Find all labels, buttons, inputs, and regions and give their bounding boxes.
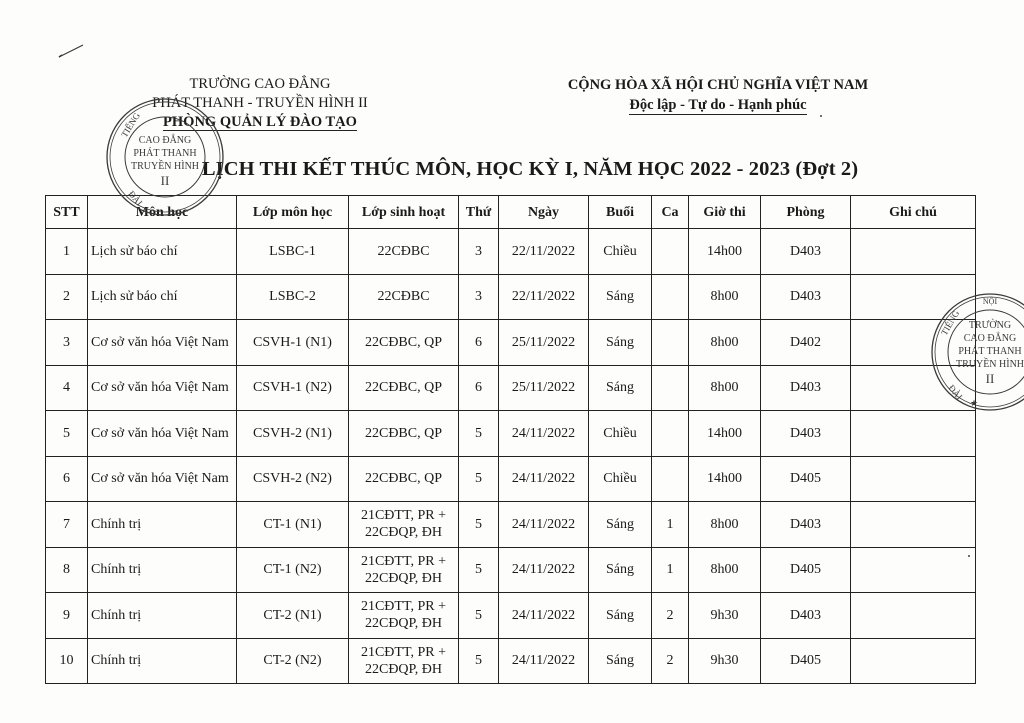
cell-home-class-line: 21CĐTT, PR + xyxy=(360,553,447,569)
table-row xyxy=(46,365,976,411)
cell-time: 14h00 xyxy=(689,456,761,502)
cell-home-class: 22CĐBC, QP xyxy=(349,411,459,457)
svg-text:CAO ĐẲNG: CAO ĐẲNG xyxy=(138,135,192,146)
cell-weekday: 5 xyxy=(459,547,499,593)
column-header-session: Buổi xyxy=(589,196,652,229)
column-header-room: Phòng xyxy=(761,196,851,229)
cell-home-class-line: 21CĐTT, PR + xyxy=(360,599,447,615)
cell-subject: Lịch sử báo chí xyxy=(88,274,237,320)
cell-room: D403 xyxy=(761,365,851,411)
cell-stt: 9 xyxy=(46,593,88,639)
cell-stt: 10 xyxy=(46,638,88,684)
cell-room: D403 xyxy=(761,593,851,639)
cell-date: 24/11/2022 xyxy=(499,547,589,593)
cell-home-class: 22CĐBC xyxy=(349,274,459,320)
table-row xyxy=(46,274,976,320)
cell-home-class: 22CĐBC, QP xyxy=(349,365,459,411)
cell-home-class: 22CĐBC, QP xyxy=(349,456,459,502)
cell-date: 25/11/2022 xyxy=(499,320,589,366)
cell-home-class: 22CĐBC, QP xyxy=(349,320,459,366)
cell-weekday: 6 xyxy=(459,320,499,366)
cell-stt: 4 xyxy=(46,365,88,411)
cell-home-class: 22CĐBC xyxy=(349,229,459,275)
cell-shift xyxy=(652,365,689,411)
cell-stt: 8 xyxy=(46,547,88,593)
cell-subject: Cơ sở văn hóa Việt Nam xyxy=(88,456,237,502)
cell-shift: 1 xyxy=(652,547,689,593)
cell-subject: Cơ sở văn hóa Việt Nam xyxy=(88,320,237,366)
exam-schedule-table xyxy=(45,195,979,684)
cell-home-class-line: 22CĐQP, ĐH xyxy=(364,616,442,632)
column-header-subject: Môn học xyxy=(88,196,237,229)
cell-course-class: CT-2 (N1) xyxy=(237,593,349,639)
table-row xyxy=(46,320,976,366)
cell-stt: 2 xyxy=(46,274,88,320)
cell-shift: 2 xyxy=(652,638,689,684)
cell-session: Chiều xyxy=(589,456,652,502)
cell-note xyxy=(851,274,976,320)
cell-home-class-line: 21CĐTT, PR + xyxy=(360,508,447,524)
cell-time: 9h30 xyxy=(689,638,761,684)
cell-time: 14h00 xyxy=(689,411,761,457)
cell-note xyxy=(851,638,976,684)
cell-date: 24/11/2022 xyxy=(499,638,589,684)
column-header-home-class: Lớp sinh hoạt xyxy=(349,196,459,229)
cell-session: Sáng xyxy=(589,320,652,366)
cell-course-class: CT-1 (N2) xyxy=(237,547,349,593)
cell-weekday: 3 xyxy=(459,229,499,275)
cell-subject: Cơ sở văn hóa Việt Nam xyxy=(88,365,237,411)
cell-subject: Chính trị xyxy=(88,593,237,639)
cell-session: Sáng xyxy=(589,365,652,411)
column-header-stt: STT xyxy=(46,196,88,229)
column-header-shift: Ca xyxy=(652,196,689,229)
cell-room: D403 xyxy=(761,229,851,275)
cell-stt: 1 xyxy=(46,229,88,275)
cell-home-class xyxy=(349,593,459,639)
cell-shift xyxy=(652,320,689,366)
cell-note xyxy=(851,593,976,639)
svg-text:TRUYỀN HÌNH: TRUYỀN HÌNH xyxy=(955,359,1024,370)
svg-text:PHÁT THANH: PHÁT THANH xyxy=(133,148,197,159)
cell-course-class: CT-1 (N1) xyxy=(237,502,349,548)
department-name-text: PHÒNG QUẢN LÝ ĐÀO TẠO xyxy=(163,114,357,130)
cell-subject: Cơ sở văn hóa Việt Nam xyxy=(88,411,237,457)
speck-mark xyxy=(820,115,822,117)
table-row xyxy=(46,411,976,457)
cell-shift xyxy=(652,229,689,275)
cell-subject: Lịch sử báo chí xyxy=(88,229,237,275)
svg-text:TIẾNG: TIẾNG xyxy=(939,308,962,337)
school-name-line1: TRƯỜNG CAO ĐẲNG xyxy=(189,76,331,92)
column-header-note: Ghi chú xyxy=(851,196,976,229)
cell-home-class xyxy=(349,502,459,548)
cell-stt: 3 xyxy=(46,320,88,366)
cell-date: 24/11/2022 xyxy=(499,502,589,548)
cell-weekday: 5 xyxy=(459,456,499,502)
cell-home-class xyxy=(349,638,459,684)
department-name xyxy=(130,113,390,132)
school-header xyxy=(130,75,390,132)
national-header xyxy=(548,75,888,115)
table-row xyxy=(46,638,976,684)
svg-text:★: ★ xyxy=(969,399,979,409)
svg-text:ĐÀI: ĐÀI xyxy=(946,382,965,402)
cell-stt: 7 xyxy=(46,502,88,548)
cell-weekday: 5 xyxy=(459,411,499,457)
cell-note xyxy=(851,229,976,275)
cell-subject: Chính trị xyxy=(88,547,237,593)
cell-time: 8h00 xyxy=(689,365,761,411)
svg-text:ĐÀI: ĐÀI xyxy=(126,188,145,208)
cell-weekday: 5 xyxy=(459,593,499,639)
cell-subject: Chính trị xyxy=(88,502,237,548)
svg-text:II: II xyxy=(160,173,170,188)
cell-session: Chiều xyxy=(589,229,652,275)
cell-session: Sáng xyxy=(589,638,652,684)
svg-text:II: II xyxy=(985,371,995,386)
cell-time: 8h00 xyxy=(689,274,761,320)
cell-shift xyxy=(652,456,689,502)
cell-stt: 6 xyxy=(46,456,88,502)
cell-date: 24/11/2022 xyxy=(499,593,589,639)
cell-course-class: LSBC-1 xyxy=(237,229,349,275)
cell-time: 14h00 xyxy=(689,229,761,275)
svg-text:NỘI: NỘI xyxy=(982,297,998,306)
cell-note xyxy=(851,320,976,366)
column-header-time: Giờ thi xyxy=(689,196,761,229)
cell-date: 22/11/2022 xyxy=(499,274,589,320)
table-row xyxy=(46,229,976,275)
cell-time: 8h00 xyxy=(689,502,761,548)
cell-course-class: CT-2 (N2) xyxy=(237,638,349,684)
document-title: LỊCH THI KẾT THÚC MÔN, HỌC KỲ I, NĂM HỌC 2022 - 2023 (Đợt 2) xyxy=(201,158,859,180)
school-name-line2: PHÁT THANH - TRUYỀN HÌNH II xyxy=(152,95,368,111)
cell-course-class: CSVH-2 (N2) xyxy=(237,456,349,502)
svg-text:TIẾNG: TIẾNG xyxy=(119,110,143,140)
country-name: CỘNG HÒA XÃ HỘI CHỦ NGHĨA VIỆT NAM xyxy=(567,77,869,93)
cell-stt: 5 xyxy=(46,411,88,457)
table-header-row xyxy=(46,196,976,229)
column-header-weekday: Thứ xyxy=(459,196,499,229)
cell-weekday: 3 xyxy=(459,274,499,320)
cell-time: 9h30 xyxy=(689,593,761,639)
cell-time: 8h00 xyxy=(689,320,761,366)
cell-subject: Chính trị xyxy=(88,638,237,684)
cell-course-class: CSVH-2 (N1) xyxy=(237,411,349,457)
table-row xyxy=(46,502,976,548)
column-header-course-class: Lớp môn học xyxy=(237,196,349,229)
cell-date: 24/11/2022 xyxy=(499,411,589,457)
cell-session: Sáng xyxy=(589,547,652,593)
cell-course-class: CSVH-1 (N2) xyxy=(237,365,349,411)
cell-room: D405 xyxy=(761,638,851,684)
cell-note xyxy=(851,365,979,411)
svg-text:CAO ĐẲNG: CAO ĐẲNG xyxy=(963,333,1017,344)
cell-course-class: LSBC-2 xyxy=(237,274,349,320)
cell-room: D403 xyxy=(761,502,851,548)
cell-time: 8h00 xyxy=(689,547,761,593)
pen-stroke-mark xyxy=(58,44,84,58)
cell-home-class xyxy=(349,547,459,593)
cell-date: 22/11/2022 xyxy=(499,229,589,275)
cell-session: Sáng xyxy=(589,502,652,548)
cell-course-class: CSVH-1 (N1) xyxy=(237,320,349,366)
cell-room: D405 xyxy=(761,547,851,593)
cell-weekday: 5 xyxy=(459,502,499,548)
cell-note xyxy=(851,456,976,502)
cell-home-class-line: 21CĐTT, PR + xyxy=(360,644,447,660)
table-row xyxy=(46,547,976,593)
cell-home-class-line: 22CĐQP, ĐH xyxy=(364,661,442,677)
svg-text:TRƯỜNG: TRƯỜNG xyxy=(968,320,1012,331)
cell-session: Sáng xyxy=(589,593,652,639)
cell-note xyxy=(851,502,976,548)
cell-shift: 1 xyxy=(652,502,689,548)
cell-session: Chiều xyxy=(589,411,652,457)
cell-home-class-line: 22CĐQP, ĐH xyxy=(364,570,442,586)
national-motto xyxy=(548,95,888,115)
cell-date: 25/11/2022 xyxy=(499,365,589,411)
cell-home-class-line: 22CĐQP, ĐH xyxy=(364,525,442,541)
cell-shift xyxy=(652,411,689,457)
cell-session: Sáng xyxy=(589,274,652,320)
cell-weekday: 5 xyxy=(459,638,499,684)
column-header-date: Ngày xyxy=(499,196,589,229)
cell-shift: 2 xyxy=(652,593,689,639)
cell-weekday: 6 xyxy=(459,365,499,411)
cell-room: D403 xyxy=(761,411,851,457)
cell-note xyxy=(851,411,976,457)
table-row xyxy=(46,456,976,502)
cell-room: D405 xyxy=(761,456,851,502)
cell-shift xyxy=(652,274,689,320)
cell-room: D403 xyxy=(761,274,851,320)
national-motto-text: Độc lập - Tự do - Hạnh phúc xyxy=(629,97,807,113)
speck-mark xyxy=(968,555,970,557)
table-row xyxy=(46,593,976,639)
cell-date: 24/11/2022 xyxy=(499,456,589,502)
cell-note xyxy=(851,547,976,593)
svg-text:PHÁT THANH: PHÁT THANH xyxy=(958,346,1022,357)
svg-text:TRUYỀN HÌNH: TRUYỀN HÌNH xyxy=(130,161,200,172)
cell-room: D402 xyxy=(761,320,851,366)
